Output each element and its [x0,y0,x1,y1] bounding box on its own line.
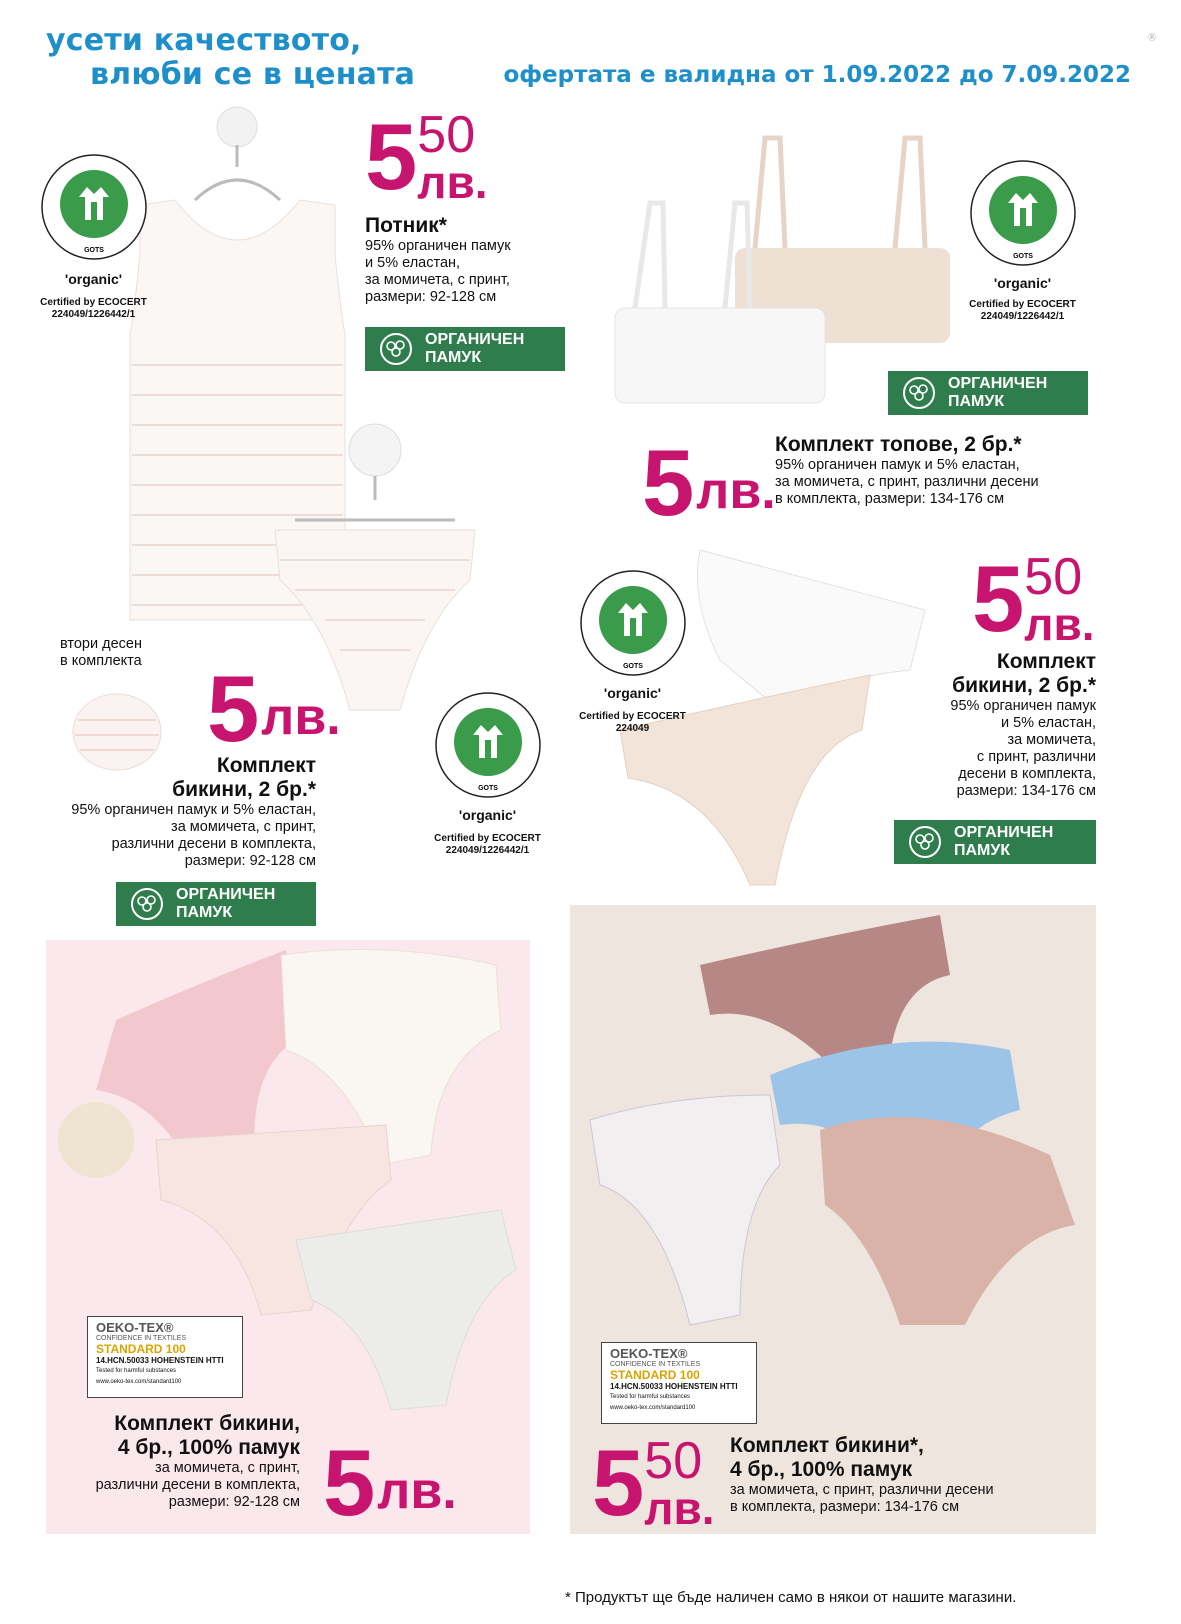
product-desc-line: различни десени в комплекта, [111,836,316,852]
organic-cotton-badge [116,882,316,926]
slogan [46,24,415,92]
product-title: Комплект [216,754,316,777]
product-desc-line: за момичета, с принт, [365,272,510,288]
product-title: бикини, 2 бр.* [172,778,316,801]
bikini4-small-info [40,1412,300,1511]
tops-set-photo [605,108,965,408]
product-desc-line: и 5% еластан, [365,255,461,271]
gots-bottom-text: GOTS [1012,253,1033,260]
product-desc-line: за момичета, с принт, различни десени [730,1482,994,1498]
badge-line-1: ОРГАНИЧЕН [176,886,276,903]
product-title: Комплект [996,650,1096,673]
product-desc-line: и 5% еластан, [1000,715,1096,731]
gots-bottom-text: GOTS [477,785,498,792]
price-main: 5 [972,546,1023,651]
oeko-tex-label [87,1316,243,1398]
certified-by: Certified by ECOCERT [40,297,147,308]
gots-icon [968,158,1078,268]
gots-icon [39,152,149,262]
oeko-tex-label [601,1342,757,1424]
product-desc-line: размери: 92-128 см [184,853,316,869]
cert-number: 224049/1226442/1 [51,309,136,320]
product-title: бикини, 2 бр.* [952,674,1096,697]
gots-logo-bikini-small [430,690,545,857]
badge-line-1: ОРГАНИЧЕН [425,331,525,348]
badge-line-1: ОРГАНИЧЕН [948,375,1048,392]
certified-by: Certified by ECOCERT [579,711,686,722]
product-desc-line: 95% органичен памук и 5% еластан, [775,457,1020,473]
price-currency: лв. [696,462,776,520]
product-desc-line: в комплекта, размери: 134-176 см [730,1499,960,1515]
tank-top-price [365,104,488,209]
product-title: 4 бр., 100% памук [730,1458,913,1481]
oeko-standard: STANDARD 100 [96,1342,186,1356]
gots-logo-tank-top [36,152,151,321]
bikini-small-info [20,754,316,870]
oeko-confidence: CONFIDENCE IN TEXTILES [96,1335,187,1342]
product-desc-line: за момичета, с принт, [171,819,316,835]
product-desc-line: 95% органичен памук и 5% еластан, [71,802,316,818]
bikini4-big-info [730,1434,1060,1516]
price-main: 5 [642,430,693,535]
product-desc-line: за момичета, с принт, [155,1460,300,1476]
caption-line: втори десен [60,636,142,652]
registered-mark: Ⓡ [1148,33,1156,42]
offer-validity: офертата е валидна от 1.09.2022 до 7.09.2022 [503,62,1131,88]
organic-label: 'organic' [458,807,517,823]
second-print-caption [60,636,142,670]
product-desc-line: 95% органичен памук [365,238,511,254]
certified-by: Certified by ECOCERT [969,299,1076,310]
caption-line: в комплекта [60,653,142,669]
product-title: Потник* [365,214,447,237]
product-desc-line: 95% органичен памук [950,698,1096,714]
organic-cotton-badge [894,820,1096,864]
tank-top-info [365,214,511,306]
price-cents: 50 [417,106,476,164]
organic-cotton-badge [888,371,1088,415]
product-desc-line: за момичета, [1007,732,1096,748]
price-main: 5 [207,656,258,761]
price-currency: лв. [261,688,341,746]
bikini4-small-price [323,1430,457,1535]
product-title: Комплект топове, 2 бр.* [775,433,1022,456]
cert-number: 224049 [615,723,650,734]
bikini-small-price [207,656,341,761]
oeko-url: www.oeko-tex.com/standard100 [96,1379,182,1385]
oeko-tested: Tested for harmful substances [610,1394,691,1400]
cotton-icon [130,887,164,921]
price-cents: 50 [644,1432,703,1490]
bikini4-big-price [592,1430,715,1535]
cert-number: 224049/1226442/1 [445,845,530,856]
cotton-icon [908,825,942,859]
organic-label: 'organic' [603,685,662,701]
product-desc-line: размери: 92-128 см [365,289,497,305]
badge-line-2: ПАМУК [425,349,482,366]
gots-icon [433,690,543,800]
product-desc-line: различни десени в комплекта, [95,1477,300,1493]
price-currency: лв. [377,1462,457,1520]
product-title: Комплект бикини*, [730,1434,924,1457]
availability-footnote: * Продуктът ще бъде наличен само в някои от нашите магазини. [565,1589,1017,1606]
product-title: Комплект бикини, [114,1412,300,1435]
product-desc-line: размери: 134-176 см [956,783,1096,799]
price-main: 5 [365,104,416,209]
price-cents: 50 [1024,548,1083,606]
badge-line-2: ПАМУК [176,904,233,921]
gots-bottom-text: GOTS [622,663,643,670]
oeko-title: OEKO-TEX® [610,1346,688,1361]
product-desc-line: с принт, различни [976,749,1096,765]
product-title: 4 бр., 100% памук [117,1436,300,1459]
bikini-big-info [860,650,1096,800]
cotton-icon [902,376,936,410]
organic-label: 'organic' [64,271,123,287]
product-desc-line: в комплекта, размери: 134-176 см [775,491,1005,507]
cotton-icon [379,332,413,366]
tops-set-price [642,430,776,535]
product-desc-line: за момичета, с принт, различни десени [775,474,1039,490]
badge-line-1: ОРГАНИЧЕН [954,824,1054,841]
slogan-line-2: влюби се в цената [90,57,416,92]
organic-label: 'organic' [993,275,1052,291]
oeko-standard: STANDARD 100 [610,1368,700,1382]
oeko-code: 14.HCN.50033 HOHENSTEIN HTTI [610,1382,738,1391]
gots-bottom-text: GOTS [83,247,104,254]
badge-line-2: ПАМУК [948,393,1005,410]
oeko-confidence: CONFIDENCE IN TEXTILES [610,1361,701,1368]
product-desc-line: размери: 92-128 см [168,1494,300,1510]
badge-line-2: ПАМУК [954,842,1011,859]
price-currency: лв. [644,1482,715,1534]
slogan-line-1: усети качеството, [46,23,362,58]
oeko-tested: Tested for harmful substances [96,1368,177,1374]
price-main: 5 [592,1430,643,1535]
gots-logo-tops [965,158,1080,323]
price-currency: лв. [417,156,488,208]
bikini-big-price [972,546,1095,651]
oeko-code: 14.HCN.50033 HOHENSTEIN HTTI [96,1356,224,1365]
tops-set-info [775,433,1039,508]
certified-by: Certified by ECOCERT [434,833,541,844]
oeko-title: OEKO-TEX® [96,1320,174,1335]
gots-logo-bikini-big [575,568,690,735]
cert-number: 224049/1226442/1 [980,311,1065,322]
price-main: 5 [323,1430,374,1535]
gots-icon [578,568,688,678]
oeko-url: www.oeko-tex.com/standard100 [610,1405,696,1411]
price-currency: лв. [1024,598,1095,650]
organic-cotton-badge [365,327,565,371]
product-desc-line: десени в комплекта, [958,766,1096,782]
